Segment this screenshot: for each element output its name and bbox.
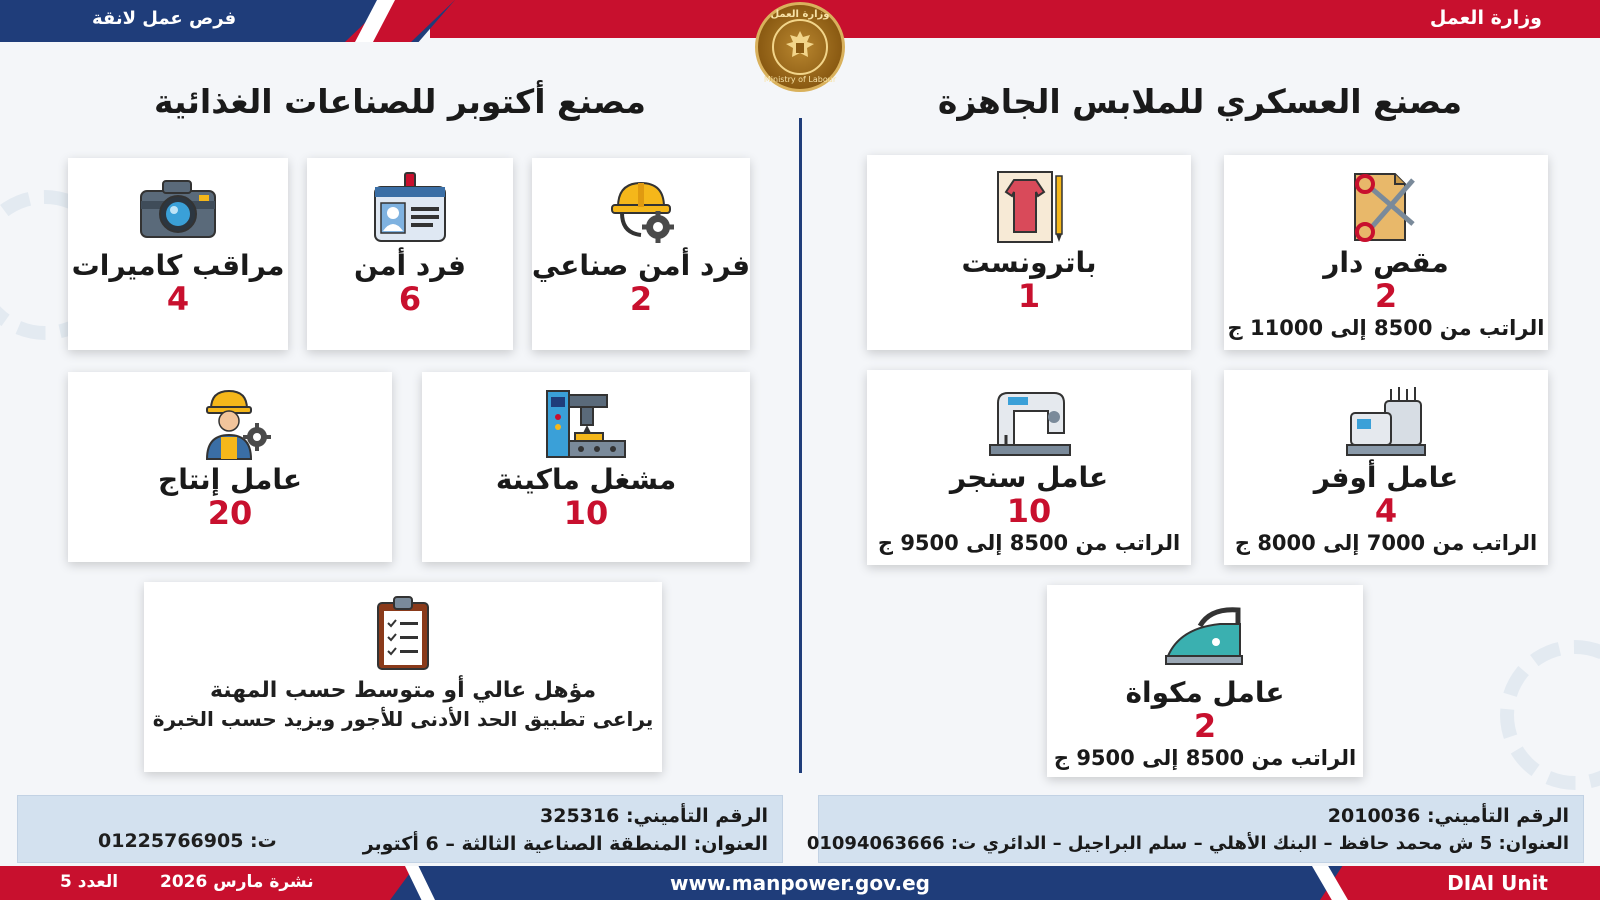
job-title: مقص دار bbox=[1323, 246, 1449, 279]
job-card-industrial-security bbox=[532, 158, 750, 350]
job-title: عامل مكواة bbox=[1125, 676, 1285, 709]
eagle-icon bbox=[780, 27, 820, 67]
job-count: 4 bbox=[1374, 492, 1398, 531]
wage-note: يراعى تطبيق الحد الأدنى للأجور ويزيد حسب الخبرة bbox=[152, 707, 654, 731]
job-count: 20 bbox=[207, 494, 253, 533]
worker-icon bbox=[185, 385, 275, 461]
sewing-machine-icon bbox=[984, 383, 1074, 459]
bulletin-date: نشرة مارس 2026 bbox=[160, 872, 314, 892]
center-divider bbox=[799, 118, 802, 773]
job-count: 10 bbox=[563, 494, 609, 533]
job-title: عامل سنجر bbox=[949, 461, 1109, 494]
job-title: فرد أمن صناعي bbox=[531, 249, 751, 282]
job-count: 6 bbox=[398, 280, 422, 319]
job-card-camera-monitor bbox=[68, 158, 288, 350]
job-card-cutter bbox=[1224, 155, 1548, 350]
camera-icon bbox=[133, 171, 223, 247]
job-title: عامل إنتاج bbox=[158, 463, 302, 496]
job-card-production-worker bbox=[68, 372, 392, 562]
job-title: باترونست bbox=[961, 246, 1097, 279]
ministry-emblem-logo bbox=[755, 2, 845, 92]
left-insurance-number: الرقم التأميني: 325316 bbox=[540, 805, 768, 827]
right-company-title: مصنع العسكري للملابس الجاهزة bbox=[937, 82, 1463, 121]
scissors-fabric-icon bbox=[1341, 168, 1431, 244]
issue-number: العدد 5 bbox=[60, 872, 119, 892]
qualification-note: مؤهل عالي أو متوسط حسب المهنة bbox=[209, 678, 597, 703]
left-phone: ت: 01225766905 bbox=[98, 830, 277, 852]
dress-pattern-icon bbox=[984, 168, 1074, 244]
job-count: 2 bbox=[1193, 707, 1217, 746]
job-card-sewing-worker bbox=[867, 370, 1191, 565]
job-salary: الراتب من 7000 إلى 8000 ج bbox=[1234, 531, 1538, 556]
job-title: فرد أمن bbox=[354, 249, 466, 282]
job-count: 10 bbox=[1006, 492, 1052, 531]
clipboard-checklist-icon bbox=[358, 595, 448, 671]
job-count: 4 bbox=[166, 280, 190, 319]
job-salary: الراتب من 8500 إلى 9500 ج bbox=[1053, 746, 1357, 771]
job-salary: الراتب من 8500 إلى 9500 ج bbox=[877, 531, 1181, 556]
emblem-english-text: Ministry of Labour bbox=[763, 75, 837, 84]
requirements-note-card bbox=[144, 582, 662, 772]
job-card-ironing-worker bbox=[1047, 585, 1363, 777]
job-count: 1 bbox=[1017, 277, 1041, 316]
footer-banner bbox=[0, 866, 1600, 900]
job-title: عامل أوفر bbox=[1313, 461, 1459, 494]
job-card-overlock-worker bbox=[1224, 370, 1548, 565]
job-title: مشغل ماكينة bbox=[495, 463, 677, 496]
overlock-machine-icon bbox=[1341, 383, 1431, 459]
job-card-machine-operator bbox=[422, 372, 750, 562]
job-card-pattern-maker bbox=[867, 155, 1191, 350]
job-title: مراقب كاميرات bbox=[71, 249, 285, 282]
right-insurance-number: الرقم التأميني: 2010036 bbox=[1327, 805, 1569, 827]
left-company-title: مصنع أكتوبر للصناعات الغذائية bbox=[154, 82, 646, 121]
job-count: 2 bbox=[1374, 277, 1398, 316]
unit-name: DIAI Unit bbox=[1447, 871, 1548, 895]
job-salary: الراتب من 8500 إلى 11000 ج bbox=[1227, 316, 1545, 341]
iron-icon bbox=[1160, 598, 1250, 674]
left-company-contact bbox=[17, 795, 783, 863]
right-company-contact bbox=[806, 795, 1584, 863]
hardhat-gear-icon bbox=[596, 171, 686, 247]
banner-tagline: فرص عمل لانقة bbox=[92, 8, 237, 29]
machine-icon bbox=[541, 385, 631, 461]
website-link[interactable]: www.manpower.gov.eg bbox=[670, 871, 930, 895]
background-gear-right bbox=[1500, 640, 1600, 790]
job-card-security-guard bbox=[307, 158, 513, 350]
left-address: العنوان: المنطقة الصناعية الثالثة – 6 أكتوبر bbox=[362, 833, 768, 855]
ministry-name: وزارة العمل bbox=[1429, 7, 1542, 29]
emblem-arabic-text: وزارة العمل bbox=[770, 9, 830, 20]
id-badge-icon bbox=[365, 171, 455, 247]
job-count: 2 bbox=[629, 280, 653, 319]
right-address: العنوان: 5 ش محمد حافظ – البنك الأهلي – سلم البراجيل – الدائري ت: 01094063666 bbox=[806, 833, 1569, 854]
